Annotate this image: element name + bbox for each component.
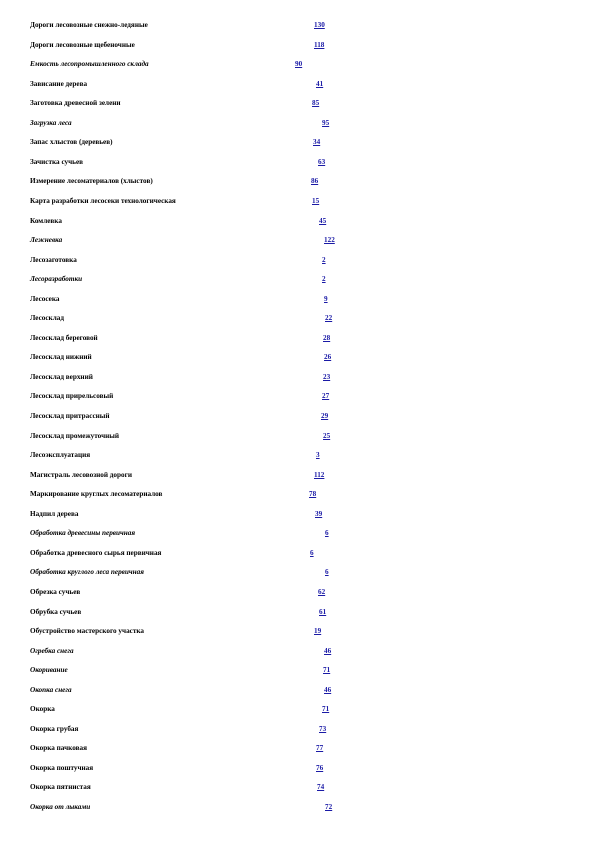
index-entry [30,313,590,325]
index-term: Лесозаготовка [30,255,77,264]
index-term: Лесосека [30,294,60,303]
page-number-link[interactable]: 71 [323,666,331,675]
page-number-link[interactable]: 90 [295,60,303,69]
index-term: Обустройство мастерского участка [30,627,145,636]
index-entry [30,157,590,169]
index-entry [30,724,590,736]
page-number-link[interactable]: 23 [323,372,331,381]
index-entry [30,646,590,658]
page-number-link[interactable]: 9 [324,294,328,303]
index-entry [30,704,590,716]
index-term: Карта разработки лесосеки технологическая [30,196,176,205]
index-entry [30,391,590,403]
index-entry [30,607,590,619]
index-entry [30,626,590,638]
index-entry [30,782,590,794]
index-term: Лесосклад прирельсовый [30,392,114,401]
index-term: Окорка пачковая [30,744,87,753]
index-entry [30,743,590,755]
index-term: Запас хлыстов (деревьев) [30,138,113,147]
page-number-link[interactable]: 3 [316,451,320,460]
page-number-link[interactable]: 73 [319,724,327,733]
page-number-link[interactable]: 45 [319,216,327,225]
index-term: Магистраль лесовозной дороги [30,470,133,479]
page-number-link[interactable]: 122 [324,236,335,245]
page-number-link[interactable]: 15 [312,196,320,205]
index-term: Огребка снега [30,646,74,655]
index-term: Надпил дерева [30,509,79,518]
page-number-link[interactable]: 86 [311,177,319,186]
index-entry [30,79,590,91]
page-number-link[interactable]: 6 [310,548,314,557]
index-term: Заготовка древесной зелени [30,99,121,108]
index-term: Лесосклад [30,314,64,323]
page-number-link[interactable]: 76 [316,763,324,772]
index-term: Комлевка [30,216,62,225]
index-entry [30,372,590,384]
page-number-link[interactable]: 112 [314,470,325,479]
page-number-link[interactable]: 77 [316,744,324,753]
index-term: Лесоэксплуатация [30,451,91,460]
index-term: Емкость лесопромышленного склада [30,60,149,69]
index-entry [30,509,590,521]
index-entry [30,40,590,52]
page-number-link[interactable]: 118 [314,40,325,49]
page-number-link[interactable]: 71 [322,705,330,714]
index-term: Лесосклад притрассный [30,412,110,420]
page-number-link[interactable]: 28 [323,333,331,342]
page-number-link[interactable]: 95 [322,118,330,127]
index-term: Окорка от лыками [30,803,91,811]
page-number-link[interactable]: 34 [313,138,321,147]
index-term: Измерение лесоматериалов (хлыстов) [30,177,153,186]
index-entry [30,685,590,697]
index-entry [30,763,590,775]
index-term: Окорка пятнистая [30,783,91,792]
index-entry [30,196,590,208]
index-entry [30,98,590,110]
index-term: Лесосклад береговой [30,333,98,342]
index-term: Зачистка сучьев [30,157,84,166]
page-number-link[interactable]: 27 [322,392,330,401]
index-entry [30,59,590,71]
index-term: Обрезка сучьев [30,587,81,596]
index-entry [30,176,590,188]
index-term: Загрузка леса [30,118,72,127]
index-term: Окопка снега [30,685,72,694]
index-term: Обработка древесного сырья первичная [30,548,162,557]
index-entry [30,489,590,501]
index-term: Окорка [30,705,55,714]
index-term: Лесосклад верхний [30,372,93,381]
page-number-link[interactable]: 63 [318,157,326,166]
index-entry [30,802,590,814]
index-entry [30,20,590,32]
index-term: Дороги лесовозные снежно-ледяные [30,21,148,29]
index-entry [30,665,590,677]
page-number-link[interactable]: 85 [312,99,320,108]
index-term: Окорка грубая [30,724,79,733]
page-number-link[interactable]: 74 [317,783,325,792]
index-entry [30,118,590,130]
index-entry [30,567,590,579]
page-number-link[interactable]: 130 [314,21,325,29]
page-number-link[interactable]: 41 [316,79,324,88]
page-number-link[interactable]: 6 [325,568,329,577]
page-number-link[interactable]: 26 [324,353,332,362]
page-number-link[interactable]: 78 [309,490,317,499]
index-entry [30,255,590,267]
page-number-link[interactable]: 62 [318,587,326,596]
index-term: Зависание дерева [30,79,88,88]
index-entry [30,411,590,423]
index-term: Обрубка сучьев [30,607,82,616]
index-entry [30,587,590,599]
page-number-link[interactable]: 29 [321,412,329,420]
index-entry [30,352,590,364]
page-number-link[interactable]: 39 [315,509,323,518]
index-entry [30,235,590,247]
index-entry [30,470,590,482]
index-term: Окорка поштучная [30,763,94,772]
index-term: Лежневка [30,236,63,245]
index-term: Лесосклад нижний [30,353,92,362]
index-entry [30,548,590,560]
page-number-link[interactable]: 46 [324,685,332,694]
index-entry [30,216,590,228]
index-term: Маркирование круглых лесоматериалов [30,490,163,499]
index-entry [30,294,590,306]
index-term: Окоривание [30,666,68,675]
page-number-link[interactable]: 2 [322,275,326,284]
index-term: Лесосклад промежуточный [30,431,120,440]
index-entry [30,137,590,149]
index-entry [30,333,590,345]
page-number-link[interactable]: 2 [322,255,326,264]
page-number-link[interactable]: 61 [319,607,327,616]
index-term: Обработка круглого леса первичная [30,568,144,577]
page-number-link[interactable]: 72 [325,803,333,811]
page-number-link[interactable]: 22 [325,314,333,323]
page-number-link[interactable]: 6 [325,529,329,538]
page-number-link[interactable]: 46 [324,646,332,655]
page-number-link[interactable]: 19 [314,627,322,636]
index-entry [30,450,590,462]
page-number-link[interactable]: 25 [323,431,331,440]
index-term: Лесоразработки [30,275,83,284]
index-term: Обработка древесины первичная [30,529,136,538]
index-entry [30,274,590,286]
index-entry [30,528,590,540]
index-entry [30,431,590,443]
index-term: Дороги лесовозные щебеночные [30,40,135,49]
